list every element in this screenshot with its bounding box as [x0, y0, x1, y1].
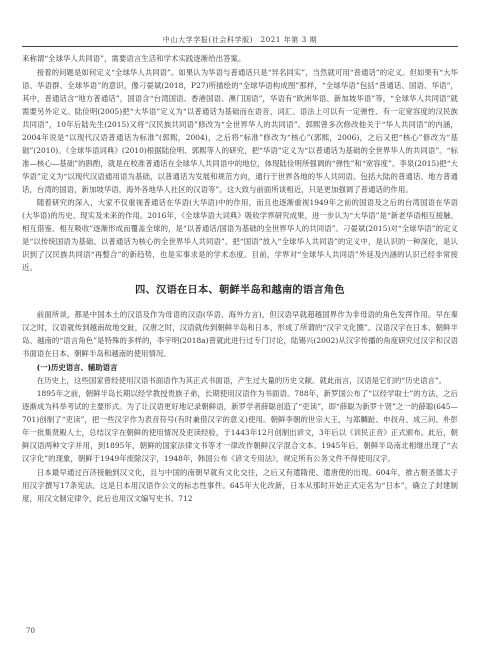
header-rule: [22, 46, 458, 47]
paragraph: 接着的问题是如何定义“全球华人共同语”。如果认为华语与普通话只是“异名同实”，当然就可用“普通话”的定义。但如果有“大华语、华语群、全球华语”的意识，像刁晏斌(2018，P27)所描绘的“全球华语构成图”那样，“全球华语”包括“普通话、国语、华语”，其中，普通话含“地方普通话”，国语含“台湾国语、香港国语、澳门国语”，华语有“欧洲华语、新加坡华语”等，“全球华人共同语”就需要另外定义。陆俭明(2005)把“大华语”定义为“以普通话为基础而在语音、词汇、语法上可以有一定弹性、有一定宽容度的汉民族共同语”，10年后陆先生(2015)又将“汉民族共同语”修改为“全世界华人的共同语”。郭熙曾多次修改他关于“华人共同语”的内涵，2004年说是“以现代汉语普通话为标准”(郭熙，2004)，之后将“标准”修改为“核心”(郭熙，2006)，之后又把“核心”修改为“基础”(2010)。《全球华语词典》(2010)根据陆俭明、郭熙等人的研究，把“华语”定义为“以普通话为基础的全世界华人的共同语”。“标准—核心—基础”的斟酌，就是在校准普通话在全球华人共同语中的地位，体现陆俭明所强调的“弹性”和“宽容度”。李泉(2015)把“大华语”定义为“以现代汉语通用语为基础，以普通话为发展和规范方向，通行于世界各地的华人共同语。包括大陆的普通话、地方普通话，台湾的国语，新加坡华语，海外各地华人社区的汉语等”。这大致与前面所谈相近，只是更加强调了普通话的作用。: [22, 67, 458, 194]
paragraph: 日本最早通过百济接触到汉文化，且与中国的南朝早就有文化交往，之后又有遣隋使、遣唐使的出现。604年，推古朝圣德太子用汉字撰写17条宪法，这是日本用汉语作公文的标志性事件。645年大化改新，日本从那时开始正式定名为“日本”，确立了封建制度，用汉文制定律令，此后也用汉文编写史书。712: [22, 467, 458, 503]
page-number: 70: [26, 627, 35, 635]
article-body: [22, 52, 458, 624]
sub-heading: (一)历史语言、辅助语言: [36, 362, 118, 372]
paragraph: 来称谓“全球华人共同语”，需要语言生活和学术实践逐渐给出答案。: [22, 54, 246, 63]
paragraph: 在历史上，这些国家曾经使用汉语书面语作为其正式书面语，产生过大量的历史文献。就此而言，汉语是它们的“历史语言”。: [36, 375, 447, 385]
section-heading: 四、汉语在日本、朝鲜半岛和越南的语言角色: [135, 285, 345, 296]
running-header: 中山大学学报(社会科学版) 2021 年第 3 期: [162, 36, 318, 44]
paragraph: 随着研究的深入，大家不仅重视普通话在华语(大华语)中的作用，而且也逐渐重视1949年之前的国语及之后的台湾国语在华语(大华语)的历史、现实及未来的作用。2016年，《全球华语大词典》吸收学界研究成果，进一步认为“大华语”是“新老华语相互接触、相互借鉴、相互吸收”逐渐形成而覆盖全球的，是“以普通话/国语为基础的全世界华人的共同语”。刁晏斌(2015)对“全球华语”的定义是“以传统国语为基础、以普通话为核心的全世界华人共同语”。把“国语”放入“全球华人共同语”的定义中，是认识的一种深化，是认识到了汉民族共同语“再整合”的新趋势，也是实事求是的学术态度。目前，学界对“全球华人共同语”外延及内涵的认识已经非常接近。: [22, 198, 458, 272]
paragraph: 1895年之前，朝鲜半岛长期以经学教授贵族子弟，长期使用汉语作为书面语。788年，新罗国公布了“以经学取士”的方法，之后逐渐成为科举考试的主要形式。为了让汉语更好地记录朝鲜语，新罗学者薛聪创造了“吏读”，即“薛聪为新罗十贤”之一的薛聪(645—701)创制了“吏读”，把一些汉字作为表音符号(有时兼借汉字的意义)使用。朝鲜李朝的世宗大王，与郑麟趾、申叔舟、成三问、朴彭年一批集贤殿人士，总结汉字在朝鲜的使用情况及吏读经验，于1443年12月创制出谚文，3年后以《训民正音》正式颁布。此后，朝鲜汉语两种文字并用，到1895年，朝鲜的国家法律文书等才一律改作朝鲜汉字混合文本。1945年后，朝鲜半岛南北相继出现了“去汉字化”的现象，朝鲜于1949年废除汉字，1948年，韩国公布《谚文专用法》，规定所有公务文件不得使用汉字。: [22, 389, 458, 463]
paragraph: 前面所谈，都是中国本土的汉语及作为母语的汉语(华语、海外方言)，但汉语早就超越国界作为非母语的角色发挥作用。早在秦汉之时，汉语就传到越南故地交趾，汉唐之时，汉语就传到朝鲜半岛和日本，形成了所谓的“汉字文化圈”。汉语汉字在日本、朝鲜半岛、越南的“语言角色”是特殊的多样的，李宇明(2018a)曾就此进行过专门讨论，陆锡兴(2002)从汉字传播的角度研究过汉字和汉语书面语在日本、朝鲜半岛和越南的使用情况。: [22, 310, 458, 358]
